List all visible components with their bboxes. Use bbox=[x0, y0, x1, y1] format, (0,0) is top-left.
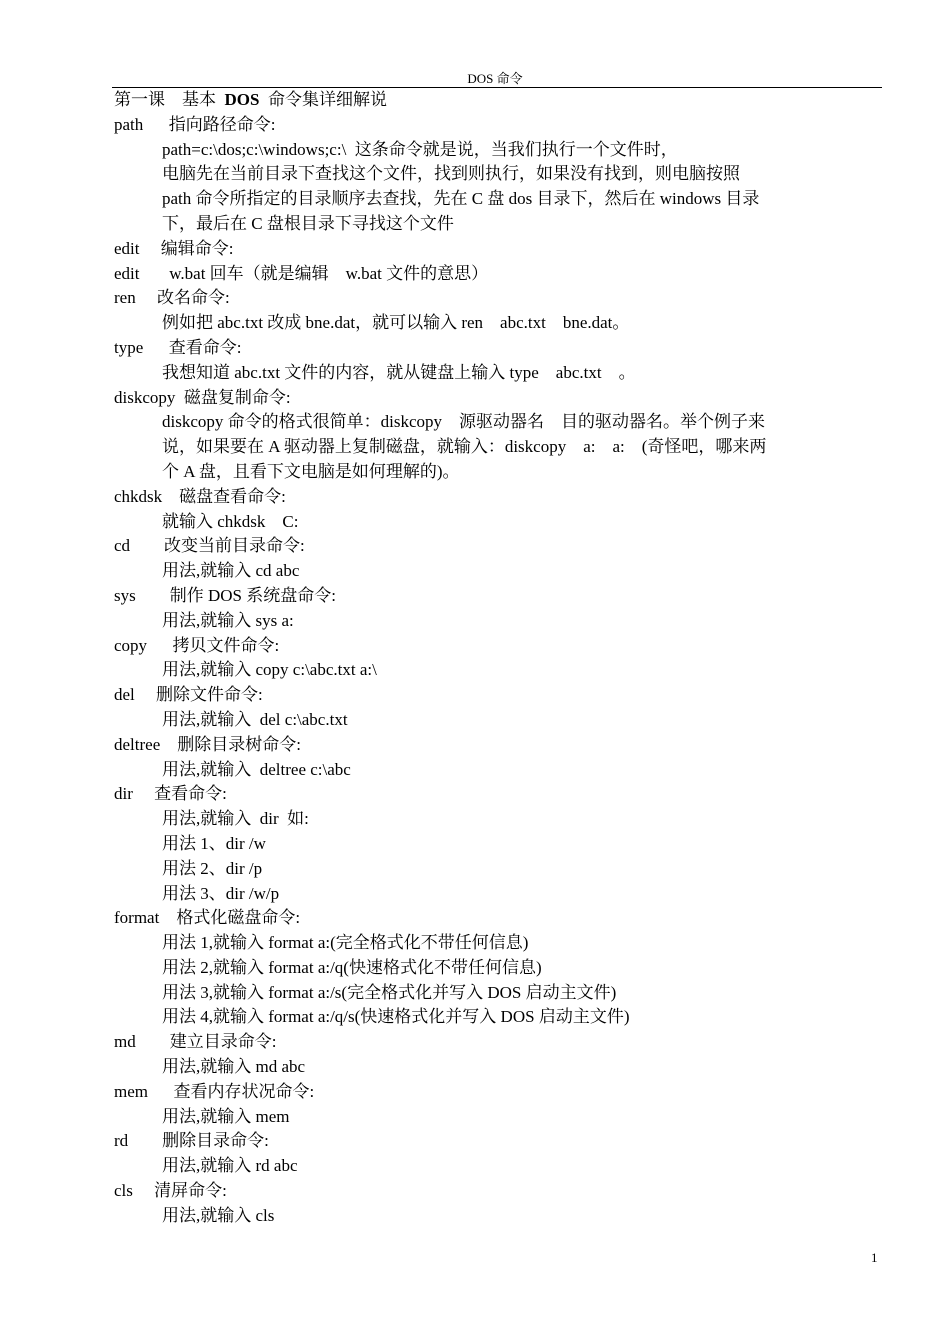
command-desc-sys: 用法,就输入 sys a: bbox=[162, 610, 294, 630]
command-heading-del: del 删除文件命令: bbox=[114, 685, 263, 705]
page-header-title: DOS 命令 bbox=[467, 71, 523, 86]
command-desc-deltree: 用法,就输入 deltree c:\abc bbox=[162, 759, 351, 779]
command-desc-path-3: path 命令所指定的目录顺序去查找，先在 C 盘 dos 目录下，然后在 windows 目录 bbox=[162, 189, 760, 209]
command-desc-chkdsk: 就输入 chkdsk C: bbox=[162, 511, 299, 531]
command-heading-cd: cd 改变当前目录命令: bbox=[114, 536, 305, 556]
command-desc-diskcopy-2: 说，如果要在 A 驱动器上复制磁盘，就输入：diskcopy a: a: (奇怪吧，哪来两 bbox=[162, 437, 767, 457]
command-desc-ren: 例如把 abc.txt 改成 bne.dat，就可以输入 ren abc.txt bne.dat。 bbox=[162, 313, 630, 333]
command-desc-del: 用法,就输入 del c:\abc.txt bbox=[162, 709, 348, 729]
title-prefix: 第一课 基本 bbox=[114, 90, 216, 109]
command-heading-sys: sys 制作 DOS 系统盘命令: bbox=[114, 585, 336, 605]
command-desc-path-4: 下，最后在 C 盘根目录下寻找这个文件 bbox=[162, 213, 454, 233]
command-heading-path: path 指向路径命令: bbox=[114, 114, 276, 134]
command-heading-edit: edit 编辑命令: bbox=[114, 238, 234, 258]
command-heading-mem: mem 查看内存状况命令: bbox=[114, 1081, 315, 1101]
command-heading-cls: cls 清屏命令: bbox=[114, 1181, 227, 1201]
command-desc-dir-4: 用法 3、dir /w/p bbox=[162, 883, 280, 903]
document-title bbox=[114, 88, 854, 113]
document-body bbox=[114, 88, 854, 1229]
command-heading-type: type 查看命令: bbox=[114, 337, 242, 357]
title-bold: DOS bbox=[224, 90, 260, 109]
command-heading-rd: rd 删除目录命令: bbox=[114, 1131, 269, 1151]
command-desc-edit: edit w.bat 回车（就是编辑 w.bat 文件的意思） bbox=[114, 263, 489, 283]
command-heading-ren: ren 改名命令: bbox=[114, 288, 230, 308]
command-desc-dir-2: 用法 1、dir /w bbox=[162, 833, 266, 853]
command-desc-path-2: 电脑先在当前目录下查找这个文件，找到则执行，如果没有找到，则电脑按照 bbox=[162, 164, 740, 184]
title-suffix: 命令集详细解说 bbox=[267, 90, 387, 109]
command-desc-format-4: 用法 4,就输入 format a:/q/s(快速格式化并写入 DOS 启动主文件) bbox=[162, 1007, 630, 1027]
command-desc-diskcopy-3: 个 A 盘，且看下文电脑是如何理解的)。 bbox=[162, 461, 460, 481]
command-heading-format: format 格式化磁盘命令: bbox=[114, 908, 301, 928]
command-heading-copy: copy 拷贝文件命令: bbox=[114, 635, 280, 655]
command-heading-diskcopy: diskcopy 磁盘复制命令: bbox=[114, 387, 291, 407]
command-desc-format-1: 用法 1,就输入 format a:(完全格式化不带任何信息) bbox=[162, 933, 529, 953]
command-heading-deltree: deltree 删除目录树命令: bbox=[114, 734, 301, 754]
command-desc-diskcopy-1: diskcopy 命令的格式很简单：diskcopy 源驱动器名 目的驱动器名。举个例子来 bbox=[162, 412, 766, 432]
command-heading-md: md 建立目录命令: bbox=[114, 1032, 277, 1052]
command-desc-path-1: path=c:\dos;c:\windows;c:\ 这条命令就是说，当我们执行一个文件时， bbox=[162, 139, 678, 159]
command-desc-format-2: 用法 2,就输入 format a:/q(快速格式化不带任何信息) bbox=[162, 957, 542, 977]
command-desc-dir-3: 用法 2、dir /p bbox=[162, 858, 263, 878]
command-desc-type: 我想知道 abc.txt 文件的内容，就从键盘上输入 type abc.txt 。 bbox=[162, 362, 636, 382]
page-number: 1 bbox=[871, 1250, 878, 1265]
command-heading-dir: dir 查看命令: bbox=[114, 784, 227, 804]
command-desc-md: 用法,就输入 md abc bbox=[162, 1057, 306, 1077]
command-desc-cls: 用法,就输入 cls bbox=[162, 1205, 275, 1225]
command-desc-dir-1: 用法,就输入 dir 如: bbox=[162, 809, 309, 829]
command-desc-copy: 用法,就输入 copy c:\abc.txt a:\ bbox=[162, 660, 377, 680]
command-desc-mem: 用法,就输入 mem bbox=[162, 1106, 290, 1126]
command-desc-format-3: 用法 3,就输入 format a:/s(完全格式化并写入 DOS 启动主文件) bbox=[162, 982, 617, 1002]
command-heading-chkdsk: chkdsk 磁盘查看命令: bbox=[114, 486, 286, 506]
command-desc-rd: 用法,就输入 rd abc bbox=[162, 1156, 298, 1176]
command-desc-cd: 用法,就输入 cd abc bbox=[162, 561, 300, 581]
